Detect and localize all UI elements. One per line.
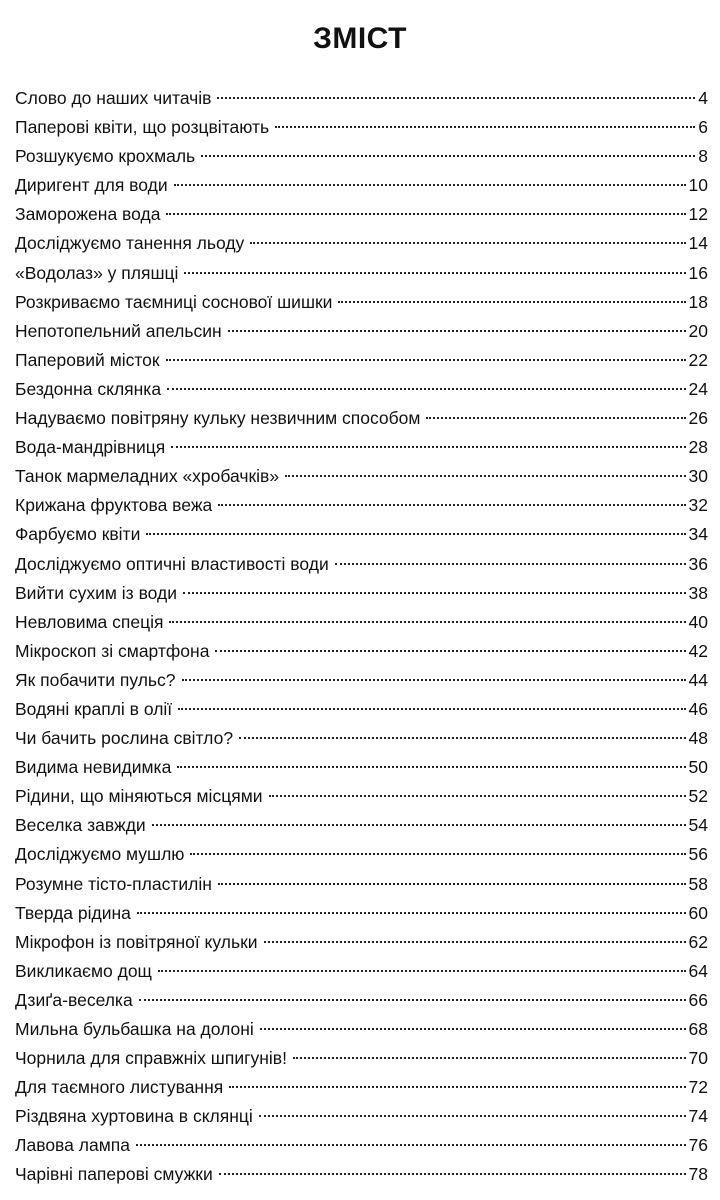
toc-entry-title: Фарбуємо квіти [15,524,141,545]
toc-entry-title: Мікрофон із повітряної кульки [15,931,258,952]
dot-leader [169,621,685,623]
toc-entry [15,462,708,491]
toc-entry [15,200,708,229]
toc-entry-page-number: 56 [688,844,708,865]
toc-entry [15,550,708,579]
toc-entry [15,171,708,200]
toc-entry [15,899,708,928]
toc-entry-title: Лавова лампа [15,1135,130,1156]
toc-entry-title: Паперовий місток [15,349,160,370]
toc-entry [15,666,708,695]
toc-entry-page-number: 10 [688,175,708,196]
toc-entry-page-number: 62 [688,931,708,952]
toc-list [15,84,708,1190]
toc-entry-title: Мікроскоп зі смартфона [15,640,210,661]
dot-leader [259,1115,686,1117]
toc-entry [15,579,708,608]
dot-leader [183,592,686,594]
toc-entry-page-number: 26 [688,408,708,429]
toc-entry-page-number: 28 [688,437,708,458]
toc-entry-title: Розшукуємо крохмаль [15,146,196,167]
toc-entry [15,870,708,899]
toc-entry-title: Чарівні паперові смужки [15,1164,213,1185]
toc-entry-title: Розумне тісто-пластилін [15,873,212,894]
toc-entry-page-number: 34 [688,524,708,545]
toc-entry-page-number: 8 [698,146,708,167]
dot-leader [201,155,695,157]
toc-entry-title: Чорнила для справжніх шпигунів! [15,1048,287,1069]
toc-entry [15,840,708,869]
dot-leader [218,883,686,885]
toc-entry [15,491,708,520]
toc-entry-page-number: 32 [688,495,708,516]
toc-entry [15,753,708,782]
toc-entry-title: Диригент для води [15,175,168,196]
dot-leader [219,1173,686,1175]
dot-leader [137,912,686,914]
toc-entry-title: Танок мармеладних «хробачків» [15,466,280,487]
dot-leader [239,737,685,739]
toc-entry-title: Вийти сухим із води [15,582,178,603]
toc-entry-title: Досліджуємо мушлю [15,844,185,865]
dot-leader [215,650,685,652]
toc-entry-title: Чи бачить рослина світло? [15,728,234,749]
toc-entry-page-number: 18 [688,291,708,312]
toc-entry-page-number: 72 [688,1077,708,1098]
toc-entry-page-number: 16 [688,262,708,283]
toc-entry-title: Слово до наших читачів [15,88,212,108]
toc-entry-title: Вода-мандрівниця [15,437,166,458]
toc-entry [15,811,708,840]
toc-entry [15,1015,708,1044]
dot-leader [178,708,685,710]
toc-entry-page-number: 52 [688,786,708,807]
toc-entry [15,608,708,637]
toc-entry [15,113,708,142]
toc-entry-page-number: 54 [688,815,708,836]
toc-entry [15,84,708,113]
toc-entry-title: Непотопельний апельсин [15,320,222,341]
toc-entry-page-number: 36 [688,553,708,574]
toc-entry [15,433,708,462]
toc-entry [15,724,708,753]
toc-entry [15,957,708,986]
toc-entry-page-number: 68 [688,1019,708,1039]
dot-leader [184,272,685,274]
toc-entry-page-number: 60 [688,902,708,923]
dot-leader [250,242,685,244]
toc-entry-page-number: 48 [688,728,708,749]
toc-entry [15,928,708,957]
toc-entry-page-number: 78 [688,1164,708,1185]
toc-entry-title: Розкриваємо таємниці соснової шишки [15,291,333,312]
dot-leader [338,301,685,303]
toc-entry-page-number: 66 [688,989,708,1010]
dot-leader [171,446,685,448]
toc-entry [15,1044,708,1073]
toc-entry-title: Для таємного листування [15,1077,224,1098]
toc-entry-title: Видима невидимка [15,757,172,778]
toc-entry-title: Рідини, що міняються місцями [15,786,263,807]
toc-entry-page-number: 6 [698,117,708,138]
toc-entry-title: Як побачити пульс? [15,669,176,690]
toc-entry-page-number: 30 [688,466,708,487]
toc-entry [15,1131,708,1160]
toc-entry-page-number: 20 [688,320,708,341]
dot-leader [229,1086,685,1088]
dot-leader [166,359,686,361]
toc-entry-title: Бездонна склянка [15,378,162,399]
toc-entry-page-number: 42 [688,640,708,661]
toc-entry-title: Дзиґа-веселка [15,989,133,1010]
dot-leader [167,388,685,390]
dot-leader [152,824,686,826]
toc-entry [15,317,708,346]
toc-entry-title: Веселка завжди [15,815,146,836]
toc-entry-page-number: 14 [688,233,708,254]
dot-leader [260,1028,686,1030]
dot-leader [174,184,686,186]
dot-leader [166,213,685,215]
toc-entry-title: Водяні краплі в олії [15,698,173,719]
toc-entry-title: Викликаємо дощ [15,960,152,981]
toc-entry [15,1073,708,1102]
toc-entry-title: Невловима спеція [15,611,164,632]
toc-entry-page-number: 64 [688,960,708,981]
toc-entry-title: Досліджуємо оптичні властивості води [15,553,329,574]
toc-entry-title: Досліджуємо танення льоду [15,233,245,254]
dot-leader [285,475,685,477]
toc-entry [15,375,708,404]
toc-entry-title: Мильна бульбашка на долоні [15,1019,254,1039]
page-title: ЗМІСТ [313,22,407,55]
dot-leader [190,853,685,855]
dot-leader [264,941,686,943]
toc-entry [15,142,708,171]
toc-entry-page-number: 40 [688,611,708,632]
toc-entry-page-number: 4 [698,88,708,108]
toc-entry-title: Тверда рідина [15,902,131,923]
toc-entry-page-number: 22 [688,349,708,370]
toc-entry [15,695,708,724]
toc-entry-title: Заморожена вода [15,204,161,225]
dot-leader [217,97,695,99]
dot-leader [182,679,686,681]
toc-entry-title: Паперові квіти, що розцвітають [15,117,270,138]
toc-entry [15,637,708,666]
toc-entry-title: Крижана фруктова вежа [15,495,213,516]
toc-entry-page-number: 38 [688,582,708,603]
toc-entry [15,986,708,1015]
toc-entry-page-number: 46 [688,698,708,719]
toc-entry [15,259,708,288]
dot-leader [335,563,686,565]
toc-entry-page-number: 44 [688,669,708,690]
toc-entry [15,288,708,317]
dot-leader [158,970,686,972]
dot-leader [426,417,685,419]
dot-leader [139,999,686,1001]
toc-entry-page-number: 74 [688,1106,708,1127]
toc-entry-page-number: 70 [688,1048,708,1069]
toc-entry [15,520,708,549]
toc-entry [15,346,708,375]
dot-leader [269,795,686,797]
toc-entry-page-number: 12 [688,204,708,225]
toc-entry-page-number: 58 [688,873,708,894]
dot-leader [136,1144,686,1146]
dot-leader [293,1057,686,1059]
toc-entry-title: Надуваємо повітряну кульку незвичним способом [15,408,421,429]
dot-leader [146,533,685,535]
toc-entry [15,229,708,258]
toc-entry-title: Різдвяна хуртовина в склянці [15,1106,253,1127]
dot-leader [275,126,695,128]
toc-entry-page-number: 24 [688,378,708,399]
toc-entry-page-number: 50 [688,757,708,778]
toc-entry-title: «Водолаз» у пляшці [15,262,179,283]
dot-leader [218,504,685,506]
toc-entry [15,404,708,433]
dot-leader [228,330,686,332]
toc-entry [15,1160,708,1189]
toc-entry [15,782,708,811]
toc-entry-page-number: 76 [688,1135,708,1156]
dot-leader [177,766,685,768]
toc-entry [15,1102,708,1131]
